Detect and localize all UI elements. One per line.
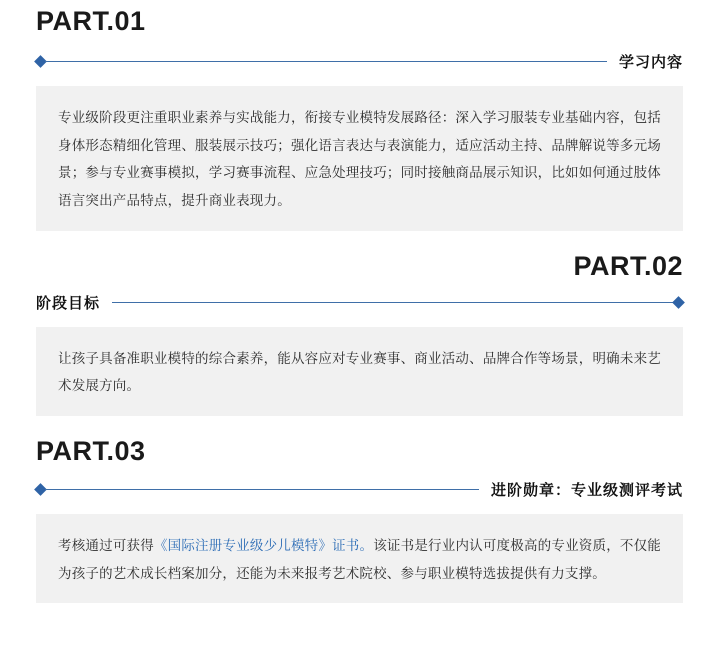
section-part-02: [36, 231, 683, 416]
section-title-row-02: [36, 292, 683, 313]
section-title-01: 学习内容: [618, 55, 683, 71]
part-label-03: PART.03: [36, 436, 146, 467]
body-block-02: [36, 327, 683, 416]
body-text-prefix-03: 考核通过可获得: [58, 538, 154, 554]
body-text-suffix-03: 该证书是行业内认可度极高的专业资质，不仅能为孩子的艺术成长档案加分，还能为未来报考艺术院校、参与职业模特选拔提供有力支撑。: [58, 538, 662, 581]
part-label-02: PART.02: [573, 250, 683, 281]
certificate-highlight: 《国际注册专业级少儿模特》证书。: [153, 538, 374, 554]
rule-line: [112, 302, 674, 303]
body-text-prefix-01: 专业级阶段更注重职业素养与实战能力，衔接专业模特发展路径：深入学习服装专业基础内容，包括身体形态精细化管理、服装展示技巧；强化语言表达与表演能力，适应活动主持、品牌解说等多元场景；参与专业赛事模拟，学习赛事流程、应急处理技巧；同时接触商品展示知识，比如如何通过肢体语言突出产品特点，提升商业表现力。: [58, 110, 661, 209]
body-block-01: [36, 86, 683, 231]
section-title-02: 阶段目标: [36, 295, 101, 312]
rule-line: [45, 61, 607, 62]
body-paragraph-01: [58, 104, 661, 215]
section-title-03: 进阶勋章：专业级测评考试: [490, 483, 683, 500]
section-title-row-03: [36, 479, 683, 500]
section-part-03: [36, 416, 683, 603]
part-label-01: PART.01: [36, 6, 146, 36]
body-paragraph-02: [58, 345, 661, 400]
diamond-icon: [672, 296, 685, 309]
section-part-01: [36, 0, 683, 231]
rule-line: [45, 489, 479, 490]
body-text-prefix-02: 让孩子具备准职业模特的综合素养，能从容应对专业赛事、商业活动、品牌合作等场景，明确未来艺术发展方向。: [58, 350, 661, 394]
body-block-03: [36, 514, 683, 603]
body-paragraph-03: [58, 532, 661, 587]
section-title-row-01: [36, 51, 683, 72]
